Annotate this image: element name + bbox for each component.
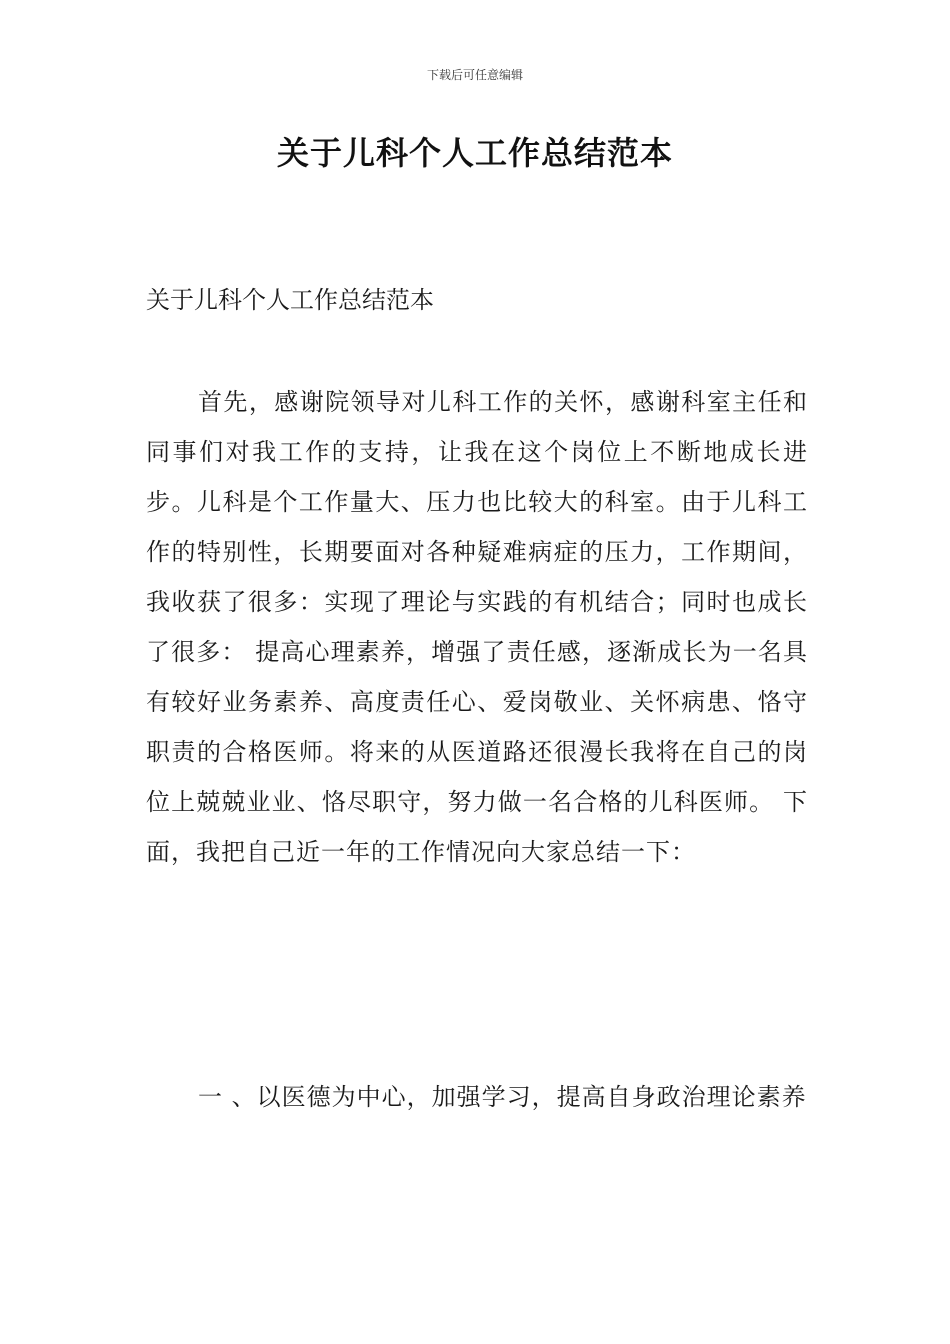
body-paragraph-intro: 首先，感谢院领导对儿科工作的关怀，感谢科室主任和同事们对我工作的支持，让我在这个岗位上不断地成长进步。儿科是个工作量大、压力也比较大的科室。由于儿科工作的特别性，长期要面对各种疑难病症的压力，工作期间，我收获了很多：实现了理论与实践的有机结合；同时也成长了很多： 提高心理素养，增强了责任感，逐渐成长为一名具有较好业务素养、高度责任心、爱岗敬业、关怀病患、恪守职责的合格医师。将来的从医道路还很漫长我将在自己的岗位上兢兢业业、恪尽职守，努力做一名合格的儿科医师。 下面，我把自己近一年的工作情况向大家总结一下： (146, 388, 808, 866)
document-title: 关于儿科个人工作总结范本 (276, 134, 673, 172)
section-heading-one: 一 、以医德为中心，加强学习，提高自身政治理论素养 (198, 1083, 807, 1111)
header-note: 下载后可任意编辑 (426, 68, 523, 82)
document-subtitle: 关于儿科个人工作总结范本 (146, 286, 434, 314)
